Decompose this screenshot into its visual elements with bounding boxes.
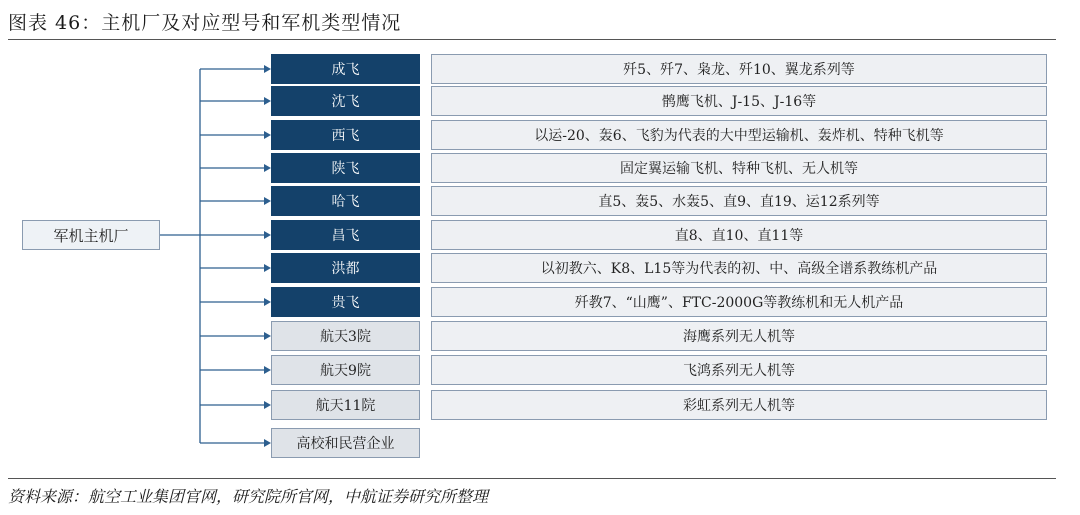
arrowhead-icon bbox=[264, 401, 271, 409]
arrowhead-icon bbox=[264, 439, 271, 447]
node-description: 以初教六、K8、L15等为代表的初、中、高级全谱系教练机产品 bbox=[431, 253, 1047, 283]
node-box: 航天9院 bbox=[271, 355, 420, 385]
arrowhead-icon bbox=[264, 197, 271, 205]
node-box: 航天11院 bbox=[271, 390, 420, 420]
node-description: 彩虹系列无人机等 bbox=[431, 390, 1047, 420]
node-box: 高校和民营企业 bbox=[271, 428, 420, 458]
node-description: 直8、直10、直11等 bbox=[431, 220, 1047, 250]
node-description: 以运-20、轰6、飞豹为代表的大中型运输机、轰炸机、特种飞机等 bbox=[431, 120, 1047, 150]
arrowhead-icon bbox=[264, 164, 271, 172]
arrowhead-icon bbox=[264, 231, 271, 239]
arrowhead-icon bbox=[264, 97, 271, 105]
bottom-rule bbox=[8, 478, 1056, 479]
arrowhead-icon bbox=[264, 332, 271, 340]
arrowhead-icon bbox=[264, 366, 271, 374]
arrowhead-icon bbox=[264, 264, 271, 272]
node-description: 海鹰系列无人机等 bbox=[431, 321, 1047, 351]
node-box: 贵飞 bbox=[271, 287, 420, 317]
arrowhead-icon bbox=[264, 65, 271, 73]
node-box: 哈飞 bbox=[271, 186, 420, 216]
node-description: 直5、轰5、水轰5、直9、直19、运12系列等 bbox=[431, 186, 1047, 216]
node-description: 歼5、歼7、枭龙、歼10、翼龙系列等 bbox=[431, 54, 1047, 84]
node-box: 沈飞 bbox=[271, 86, 420, 116]
node-description: 飞鸿系列无人机等 bbox=[431, 355, 1047, 385]
figure-title: 图表 46：主机厂及对应型号和军机类型情况 bbox=[8, 12, 402, 34]
arrowhead-icon bbox=[264, 298, 271, 306]
node-description: 歼教7、“山鹰”、FTC-2000G等教练机和无人机产品 bbox=[431, 287, 1047, 317]
node-box: 洪都 bbox=[271, 253, 420, 283]
node-description: 固定翼运输飞机、特种飞机、无人机等 bbox=[431, 153, 1047, 183]
node-box: 成飞 bbox=[271, 54, 420, 84]
node-description: 鹘鹰飞机、J-15、J-16等 bbox=[431, 86, 1047, 116]
source-note: 资料来源：航空工业集团官网，研究院所官网，中航证券研究所整理 bbox=[8, 487, 489, 506]
node-box: 航天3院 bbox=[271, 321, 420, 351]
node-box: 西飞 bbox=[271, 120, 420, 150]
root-node: 军机主机厂 bbox=[22, 220, 160, 250]
node-box: 陕飞 bbox=[271, 153, 420, 183]
arrowhead-icon bbox=[264, 131, 271, 139]
node-box: 昌飞 bbox=[271, 220, 420, 250]
